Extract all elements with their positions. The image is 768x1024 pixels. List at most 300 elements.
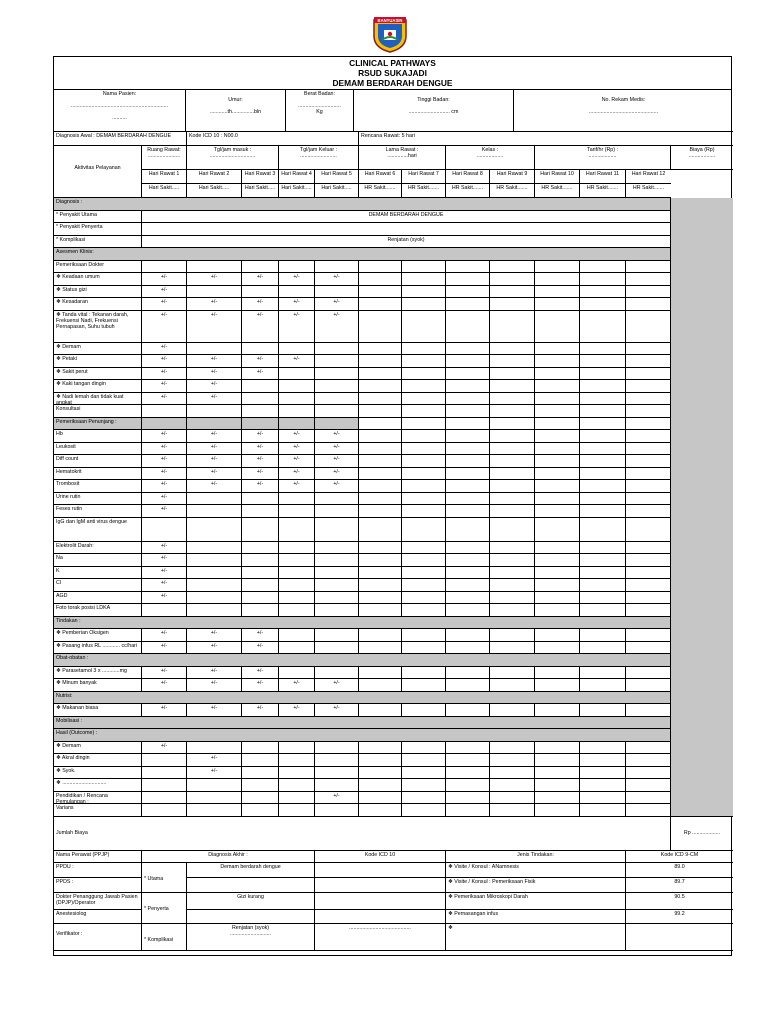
grid-cell[interactable] bbox=[242, 567, 279, 580]
grid-cell[interactable] bbox=[359, 505, 402, 518]
grid-cell[interactable] bbox=[315, 261, 359, 274]
grid-cell[interactable] bbox=[490, 754, 535, 767]
grid-cell[interactable] bbox=[402, 393, 446, 406]
grid-cell[interactable] bbox=[402, 804, 446, 817]
grid-cell[interactable] bbox=[242, 604, 279, 617]
mark-cell[interactable]: +/- bbox=[187, 679, 242, 692]
mark-cell[interactable]: +/- bbox=[279, 298, 315, 311]
grid-cell[interactable] bbox=[446, 430, 490, 443]
grid-cell[interactable] bbox=[535, 468, 580, 481]
mark-cell[interactable]: +/- bbox=[187, 667, 242, 680]
mark-cell[interactable]: +/- bbox=[315, 679, 359, 692]
mark-cell[interactable]: +/- bbox=[242, 704, 279, 717]
grid-cell[interactable] bbox=[580, 704, 626, 717]
grid-cell[interactable] bbox=[580, 667, 626, 680]
grid-cell[interactable] bbox=[535, 592, 580, 605]
mark-cell[interactable]: +/- bbox=[242, 455, 279, 468]
grid-cell[interactable] bbox=[535, 679, 580, 692]
grid-cell[interactable] bbox=[315, 742, 359, 755]
grid-cell[interactable] bbox=[402, 642, 446, 655]
grid-cell[interactable] bbox=[242, 493, 279, 506]
grid-cell[interactable] bbox=[315, 554, 359, 567]
grid-cell[interactable] bbox=[142, 767, 187, 780]
grid-cell[interactable] bbox=[402, 468, 446, 481]
grid-cell[interactable] bbox=[580, 754, 626, 767]
grid-cell[interactable] bbox=[446, 567, 490, 580]
grid-cell[interactable] bbox=[359, 767, 402, 780]
grid-cell[interactable] bbox=[359, 567, 402, 580]
grid-cell[interactable] bbox=[490, 368, 535, 381]
grid-cell[interactable] bbox=[359, 261, 402, 274]
grid-cell[interactable] bbox=[580, 355, 626, 368]
grid-cell[interactable] bbox=[626, 393, 671, 406]
grid-cell[interactable] bbox=[446, 505, 490, 518]
grid-cell[interactable] bbox=[626, 579, 671, 592]
grid-cell[interactable] bbox=[279, 518, 315, 542]
mark-cell[interactable]: +/- bbox=[242, 368, 279, 381]
grid-cell[interactable] bbox=[279, 642, 315, 655]
grid-cell[interactable] bbox=[142, 779, 187, 792]
grid-cell[interactable] bbox=[490, 393, 535, 406]
grid-cell[interactable] bbox=[359, 642, 402, 655]
grid-cell[interactable] bbox=[187, 579, 242, 592]
grid-cell[interactable] bbox=[187, 343, 242, 356]
grid-cell[interactable] bbox=[402, 792, 446, 805]
grid-cell[interactable] bbox=[242, 518, 279, 542]
grid-cell[interactable] bbox=[535, 629, 580, 642]
grid-cell[interactable] bbox=[490, 767, 535, 780]
grid-cell[interactable] bbox=[580, 542, 626, 555]
grid-cell[interactable] bbox=[580, 298, 626, 311]
grid-cell[interactable] bbox=[580, 468, 626, 481]
grid-cell[interactable] bbox=[580, 642, 626, 655]
grid-cell[interactable] bbox=[580, 579, 626, 592]
grid-cell[interactable] bbox=[359, 554, 402, 567]
grid-cell[interactable] bbox=[359, 368, 402, 381]
grid-cell[interactable] bbox=[315, 642, 359, 655]
mark-cell[interactable]: +/- bbox=[279, 679, 315, 692]
admission-date-field[interactable]: Tgl/jam masuk : ............................... bbox=[187, 146, 279, 170]
mark-cell[interactable]: +/- bbox=[142, 493, 187, 506]
grid-cell[interactable] bbox=[535, 567, 580, 580]
mark-cell[interactable]: +/- bbox=[187, 298, 242, 311]
grid-cell[interactable] bbox=[580, 430, 626, 443]
grid-cell[interactable] bbox=[580, 273, 626, 286]
grid-cell[interactable] bbox=[359, 343, 402, 356]
tariff-field[interactable]: Tarif/hr (Rp) : ................... bbox=[535, 146, 671, 170]
mark-cell[interactable]: +/- bbox=[142, 286, 187, 299]
mark-cell[interactable]: +/- bbox=[242, 642, 279, 655]
grid-cell[interactable] bbox=[490, 704, 535, 717]
grid-cell[interactable] bbox=[279, 554, 315, 567]
grid-cell[interactable] bbox=[490, 779, 535, 792]
grid-cell[interactable] bbox=[279, 393, 315, 406]
mark-cell[interactable]: +/- bbox=[187, 368, 242, 381]
grid-cell[interactable] bbox=[242, 579, 279, 592]
grid-cell[interactable] bbox=[142, 518, 187, 542]
mark-cell[interactable]: +/- bbox=[187, 754, 242, 767]
mark-cell[interactable]: +/- bbox=[279, 455, 315, 468]
grid-cell[interactable] bbox=[242, 286, 279, 299]
grid-cell[interactable] bbox=[242, 779, 279, 792]
mark-cell[interactable]: +/- bbox=[187, 380, 242, 393]
grid-cell[interactable] bbox=[626, 704, 671, 717]
grid-cell[interactable] bbox=[490, 642, 535, 655]
grid-cell[interactable] bbox=[446, 679, 490, 692]
grid-cell[interactable] bbox=[242, 554, 279, 567]
grid-cell[interactable] bbox=[359, 754, 402, 767]
grid-cell[interactable] bbox=[402, 767, 446, 780]
grid-cell[interactable] bbox=[142, 604, 187, 617]
grid-cell[interactable] bbox=[279, 767, 315, 780]
grid-cell[interactable] bbox=[626, 505, 671, 518]
grid-cell[interactable] bbox=[626, 542, 671, 555]
grid-cell[interactable] bbox=[187, 567, 242, 580]
grid-cell[interactable] bbox=[402, 567, 446, 580]
grid-cell[interactable] bbox=[402, 355, 446, 368]
grid-cell[interactable] bbox=[490, 493, 535, 506]
grid-cell[interactable] bbox=[626, 742, 671, 755]
grid-cell[interactable] bbox=[187, 518, 242, 542]
grid-cell[interactable] bbox=[242, 754, 279, 767]
grid-cell[interactable] bbox=[402, 679, 446, 692]
grid-cell[interactable] bbox=[580, 380, 626, 393]
mark-cell[interactable]: +/- bbox=[142, 704, 187, 717]
mark-cell[interactable]: +/- bbox=[315, 455, 359, 468]
grid-cell[interactable] bbox=[446, 468, 490, 481]
grid-cell[interactable] bbox=[490, 380, 535, 393]
mark-cell[interactable]: +/- bbox=[242, 679, 279, 692]
grid-cell[interactable] bbox=[535, 311, 580, 343]
grid-cell[interactable] bbox=[187, 604, 242, 617]
grid-cell[interactable] bbox=[242, 505, 279, 518]
mark-cell[interactable]: +/- bbox=[242, 443, 279, 456]
mark-cell[interactable]: +/- bbox=[142, 380, 187, 393]
mark-cell[interactable]: +/- bbox=[242, 298, 279, 311]
grid-cell[interactable] bbox=[535, 405, 580, 418]
cost-field[interactable]: Biaya (Rp) .................. bbox=[671, 146, 733, 170]
grid-cell[interactable] bbox=[402, 480, 446, 493]
grid-cell[interactable] bbox=[359, 443, 402, 456]
grid-cell[interactable] bbox=[279, 754, 315, 767]
grid-cell[interactable] bbox=[535, 742, 580, 755]
grid-cell[interactable] bbox=[142, 754, 187, 767]
grid-cell[interactable] bbox=[490, 567, 535, 580]
mark-cell[interactable]: +/- bbox=[242, 667, 279, 680]
grid-cell[interactable] bbox=[402, 629, 446, 642]
grid-cell[interactable] bbox=[279, 261, 315, 274]
mark-cell[interactable]: +/- bbox=[242, 311, 279, 343]
mark-cell[interactable]: +/- bbox=[142, 505, 187, 518]
grid-cell[interactable] bbox=[402, 667, 446, 680]
grid-cell[interactable] bbox=[535, 343, 580, 356]
mark-cell[interactable]: +/- bbox=[315, 480, 359, 493]
grid-cell[interactable] bbox=[490, 592, 535, 605]
mark-cell[interactable]: +/- bbox=[315, 298, 359, 311]
mark-cell[interactable]: +/- bbox=[279, 480, 315, 493]
grid-cell[interactable] bbox=[626, 468, 671, 481]
grid-cell[interactable] bbox=[490, 343, 535, 356]
grid-cell[interactable] bbox=[187, 792, 242, 805]
grid-cell[interactable] bbox=[279, 286, 315, 299]
grid-cell[interactable] bbox=[580, 286, 626, 299]
grid-cell[interactable] bbox=[446, 754, 490, 767]
mark-cell[interactable]: +/- bbox=[142, 273, 187, 286]
mark-cell[interactable]: +/- bbox=[142, 298, 187, 311]
grid-cell[interactable] bbox=[490, 468, 535, 481]
grid-cell[interactable] bbox=[142, 261, 187, 274]
grid-cell[interactable] bbox=[490, 443, 535, 456]
grid-cell[interactable] bbox=[315, 380, 359, 393]
grid-cell[interactable] bbox=[402, 368, 446, 381]
grid-cell[interactable] bbox=[359, 493, 402, 506]
grid-cell[interactable] bbox=[279, 368, 315, 381]
grid-cell[interactable] bbox=[315, 754, 359, 767]
grid-cell[interactable] bbox=[490, 542, 535, 555]
grid-cell[interactable] bbox=[626, 343, 671, 356]
grid-cell[interactable] bbox=[279, 505, 315, 518]
grid-cell[interactable] bbox=[446, 405, 490, 418]
grid-cell[interactable] bbox=[402, 298, 446, 311]
grid-cell[interactable] bbox=[626, 518, 671, 542]
grid-cell[interactable] bbox=[580, 629, 626, 642]
mark-cell[interactable]: +/- bbox=[142, 567, 187, 580]
grid-cell[interactable] bbox=[580, 604, 626, 617]
grid-cell[interactable] bbox=[626, 667, 671, 680]
grid-cell[interactable] bbox=[490, 505, 535, 518]
grid-cell[interactable] bbox=[580, 567, 626, 580]
grid-cell[interactable] bbox=[187, 804, 242, 817]
grid-cell[interactable] bbox=[279, 567, 315, 580]
grid-cell[interactable] bbox=[535, 779, 580, 792]
grid-cell[interactable] bbox=[626, 311, 671, 343]
grid-cell[interactable] bbox=[446, 767, 490, 780]
grid-cell[interactable] bbox=[535, 355, 580, 368]
patient-name-field[interactable]: Nama Pasien: .................................................................. .......... bbox=[54, 90, 186, 132]
mark-cell[interactable]: +/- bbox=[142, 393, 187, 406]
grid-cell[interactable] bbox=[279, 405, 315, 418]
grid-cell[interactable] bbox=[580, 767, 626, 780]
medical-record-field[interactable]: No. Rekam Medis: ............................................... bbox=[514, 90, 733, 132]
grid-cell[interactable] bbox=[402, 754, 446, 767]
grid-cell[interactable] bbox=[580, 393, 626, 406]
mark-cell[interactable]: +/- bbox=[142, 480, 187, 493]
grid-cell[interactable] bbox=[535, 261, 580, 274]
grid-cell[interactable] bbox=[626, 261, 671, 274]
grid-cell[interactable] bbox=[315, 579, 359, 592]
grid-cell[interactable] bbox=[315, 542, 359, 555]
grid-cell[interactable] bbox=[490, 554, 535, 567]
mark-cell[interactable]: +/- bbox=[187, 273, 242, 286]
grid-cell[interactable] bbox=[359, 579, 402, 592]
grid-cell[interactable] bbox=[315, 518, 359, 542]
mark-cell[interactable]: +/- bbox=[315, 443, 359, 456]
grid-cell[interactable] bbox=[446, 629, 490, 642]
grid-cell[interactable] bbox=[402, 343, 446, 356]
mark-cell[interactable]: +/- bbox=[242, 430, 279, 443]
grid-cell[interactable] bbox=[490, 311, 535, 343]
mark-cell[interactable]: +/- bbox=[187, 468, 242, 481]
grid-cell[interactable] bbox=[242, 393, 279, 406]
grid-cell[interactable] bbox=[315, 286, 359, 299]
grid-cell[interactable] bbox=[242, 542, 279, 555]
grid-cell[interactable] bbox=[187, 742, 242, 755]
mark-cell[interactable]: +/- bbox=[187, 393, 242, 406]
grid-cell[interactable] bbox=[187, 261, 242, 274]
grid-cell[interactable] bbox=[402, 742, 446, 755]
grid-cell[interactable] bbox=[315, 604, 359, 617]
grid-cell[interactable] bbox=[359, 430, 402, 443]
grid-cell[interactable] bbox=[279, 542, 315, 555]
grid-cell[interactable] bbox=[315, 493, 359, 506]
grid-cell[interactable] bbox=[359, 393, 402, 406]
grid-cell[interactable] bbox=[446, 273, 490, 286]
mark-cell[interactable]: +/- bbox=[142, 343, 187, 356]
grid-cell[interactable] bbox=[242, 261, 279, 274]
grid-cell[interactable] bbox=[242, 804, 279, 817]
grid-cell[interactable] bbox=[279, 804, 315, 817]
mark-cell[interactable]: +/- bbox=[142, 742, 187, 755]
grid-cell[interactable] bbox=[315, 567, 359, 580]
grid-cell[interactable] bbox=[626, 355, 671, 368]
grid-cell[interactable] bbox=[490, 629, 535, 642]
grid-cell[interactable] bbox=[187, 779, 242, 792]
grid-cell[interactable] bbox=[626, 273, 671, 286]
grid-cell[interactable] bbox=[359, 542, 402, 555]
grid-cell[interactable] bbox=[535, 754, 580, 767]
grid-cell[interactable] bbox=[626, 754, 671, 767]
grid-cell[interactable] bbox=[446, 542, 490, 555]
grid-cell[interactable] bbox=[490, 405, 535, 418]
grid-cell[interactable] bbox=[580, 792, 626, 805]
mark-cell[interactable]: +/- bbox=[315, 792, 359, 805]
grid-cell[interactable] bbox=[490, 480, 535, 493]
mark-cell[interactable]: +/- bbox=[142, 629, 187, 642]
grid-cell[interactable] bbox=[535, 393, 580, 406]
mark-cell[interactable]: +/- bbox=[142, 592, 187, 605]
grid-cell[interactable] bbox=[315, 592, 359, 605]
grid-cell[interactable] bbox=[315, 405, 359, 418]
grid-cell[interactable] bbox=[446, 380, 490, 393]
discharge-date-field[interactable]: Tgl/jam Keluar : ......................... bbox=[279, 146, 359, 170]
grid-cell[interactable] bbox=[535, 368, 580, 381]
grid-cell[interactable] bbox=[315, 779, 359, 792]
grid-cell[interactable] bbox=[446, 343, 490, 356]
grid-cell[interactable] bbox=[279, 667, 315, 680]
grid-cell[interactable] bbox=[490, 667, 535, 680]
mark-cell[interactable]: +/- bbox=[242, 629, 279, 642]
grid-cell[interactable] bbox=[490, 455, 535, 468]
mark-cell[interactable]: +/- bbox=[315, 704, 359, 717]
grid-cell[interactable] bbox=[580, 261, 626, 274]
mark-cell[interactable]: +/- bbox=[142, 355, 187, 368]
grid-cell[interactable] bbox=[626, 298, 671, 311]
grid-cell[interactable] bbox=[315, 629, 359, 642]
grid-cell[interactable] bbox=[490, 355, 535, 368]
grid-cell[interactable] bbox=[490, 604, 535, 617]
grid-cell[interactable] bbox=[279, 604, 315, 617]
grid-cell[interactable] bbox=[626, 443, 671, 456]
grid-cell[interactable] bbox=[142, 405, 187, 418]
grid-cell[interactable] bbox=[490, 679, 535, 692]
grid-cell[interactable] bbox=[242, 792, 279, 805]
grid-cell[interactable] bbox=[315, 505, 359, 518]
grid-cell[interactable] bbox=[535, 792, 580, 805]
mark-cell[interactable]: +/- bbox=[142, 554, 187, 567]
mark-cell[interactable]: +/- bbox=[187, 311, 242, 343]
grid-cell[interactable] bbox=[580, 679, 626, 692]
grid-cell[interactable] bbox=[446, 804, 490, 817]
grid-cell[interactable] bbox=[315, 368, 359, 381]
grid-cell[interactable] bbox=[490, 579, 535, 592]
mark-cell[interactable]: +/- bbox=[187, 642, 242, 655]
grid-cell[interactable] bbox=[359, 629, 402, 642]
grid-cell[interactable] bbox=[626, 286, 671, 299]
grid-cell[interactable] bbox=[279, 742, 315, 755]
grid-cell[interactable] bbox=[490, 804, 535, 817]
grid-cell[interactable] bbox=[279, 579, 315, 592]
grid-cell[interactable] bbox=[359, 592, 402, 605]
grid-cell[interactable] bbox=[535, 604, 580, 617]
grid-cell[interactable] bbox=[359, 667, 402, 680]
grid-cell[interactable] bbox=[315, 767, 359, 780]
grid-cell[interactable] bbox=[402, 455, 446, 468]
grid-cell[interactable] bbox=[626, 493, 671, 506]
grid-cell[interactable] bbox=[402, 493, 446, 506]
mark-cell[interactable]: +/- bbox=[187, 480, 242, 493]
grid-cell[interactable] bbox=[402, 380, 446, 393]
grid-cell[interactable] bbox=[490, 261, 535, 274]
mark-cell[interactable]: +/- bbox=[187, 355, 242, 368]
mark-cell[interactable]: +/- bbox=[142, 468, 187, 481]
grid-cell[interactable] bbox=[446, 792, 490, 805]
grid-cell[interactable] bbox=[402, 286, 446, 299]
grid-cell[interactable] bbox=[535, 518, 580, 542]
grid-cell[interactable] bbox=[490, 298, 535, 311]
mark-cell[interactable]: +/- bbox=[279, 443, 315, 456]
grid-cell[interactable] bbox=[446, 493, 490, 506]
grid-cell[interactable] bbox=[359, 779, 402, 792]
grid-cell[interactable] bbox=[626, 779, 671, 792]
grid-cell[interactable] bbox=[359, 679, 402, 692]
grid-cell[interactable] bbox=[279, 792, 315, 805]
grid-cell[interactable] bbox=[580, 493, 626, 506]
grid-cell[interactable] bbox=[242, 742, 279, 755]
grid-cell[interactable] bbox=[626, 629, 671, 642]
mark-cell[interactable]: +/- bbox=[279, 355, 315, 368]
grid-cell[interactable] bbox=[446, 480, 490, 493]
ward-field[interactable]: Ruang Rawat: ...................... bbox=[142, 146, 187, 170]
mark-cell[interactable]: +/- bbox=[187, 455, 242, 468]
grid-cell[interactable] bbox=[279, 343, 315, 356]
mark-cell[interactable]: +/- bbox=[279, 430, 315, 443]
mark-cell[interactable]: +/- bbox=[279, 704, 315, 717]
mark-cell[interactable]: +/- bbox=[242, 355, 279, 368]
mark-cell[interactable]: +/- bbox=[315, 468, 359, 481]
grid-cell[interactable] bbox=[446, 443, 490, 456]
grid-cell[interactable] bbox=[142, 804, 187, 817]
grid-cell[interactable] bbox=[242, 380, 279, 393]
grid-cell[interactable] bbox=[580, 480, 626, 493]
grid-cell[interactable] bbox=[535, 554, 580, 567]
grid-cell[interactable] bbox=[626, 604, 671, 617]
grid-cell[interactable] bbox=[359, 804, 402, 817]
grid-cell[interactable] bbox=[580, 742, 626, 755]
grid-cell[interactable] bbox=[535, 273, 580, 286]
grid-cell[interactable] bbox=[490, 742, 535, 755]
grid-cell[interactable] bbox=[402, 261, 446, 274]
mark-cell[interactable]: +/- bbox=[142, 443, 187, 456]
